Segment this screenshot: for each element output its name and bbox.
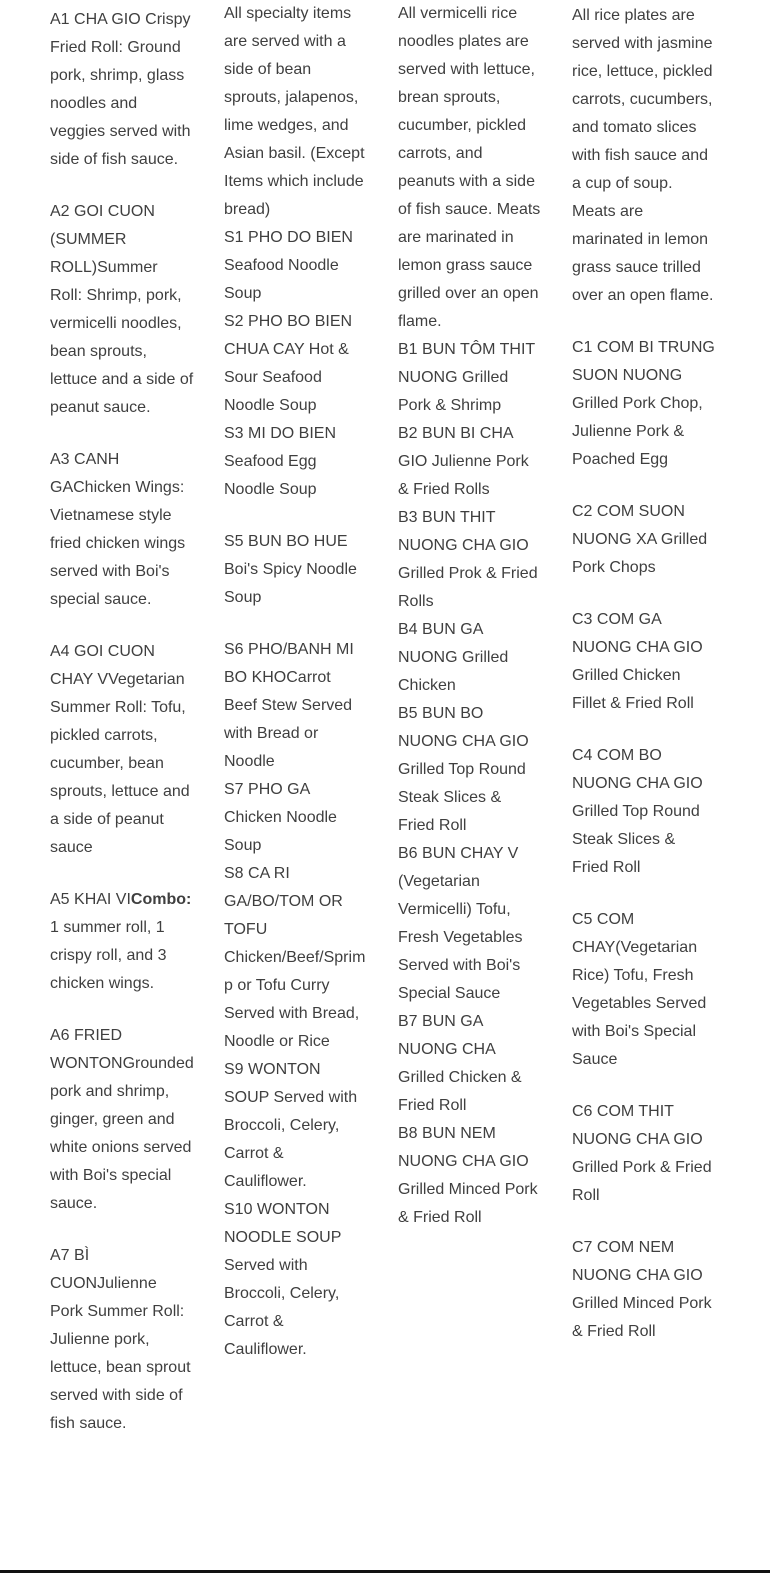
menu-item-c1: C1 COM BI TRUNG SUON NUONG Grilled Pork Chop, Julienne Pork & Poached Egg xyxy=(572,339,715,468)
menu-item-c3: C3 COM GA NUONG CHA GIO Grilled Chicken Fillet & Fried Roll xyxy=(572,611,703,712)
menu-item-s9: S9 WONTON SOUP Served with Broccoli, Celery, Carrot & Cauliflower. xyxy=(224,1061,358,1190)
menu-item-s1: S1 PHO DO BIEN Seafood Noodle Soup xyxy=(224,229,353,302)
footer-divider xyxy=(0,1570,770,1573)
menu-item-b5: B5 BUN BO NUONG CHA GIO Grilled Top Round Steak Slices & Fried Roll xyxy=(398,705,529,834)
menu-item-s2: S2 PHO BO BIEN CHUA CAY Hot & Sour Seafood Noodle Soup xyxy=(224,313,353,414)
menu-item-a4: A4 GOI CUON CHAY VVegetarian Summer Roll: Tofu, pickled carrots, cucumber, bean sprouts, lettuce and a side of peanut sauce xyxy=(50,643,190,856)
menu-item-b7: B7 BUN GA NUONG CHA Grilled Chicken & Fried Roll xyxy=(398,1013,522,1114)
menu-item-a1: A1 CHA GIO Crispy Fried Roll: Ground pork, shrimp, glass noodles and veggies served with side of fish sauce. xyxy=(50,11,191,168)
menu-item-s10: S10 WONTON NOODLE SOUP Served with Broccoli, Celery, Carrot & Cauliflower. xyxy=(224,1201,342,1358)
menu-item-a3: A3 CANH GAChicken Wings: Vietnamese style fried chicken wings served with Boi's special sauce. xyxy=(50,451,186,608)
menu-item-s3: S3 MI DO BIEN Seafood Egg Noodle Soup xyxy=(224,425,337,498)
menu-item-c4: C4 COM BO NUONG CHA GIO Grilled Top Round Steak Slices & Fried Roll xyxy=(572,747,703,876)
menu-column-specialty-noodle-soups xyxy=(224,0,368,1438)
menu-item-s8: S8 CA RI GA/BO/TOM OR TOFU Chicken/Beef/Sprimp or Tofu Curry Served with Bread, Noodle or Rice xyxy=(224,865,366,1050)
menu-item-c6: C6 COM THIT NUONG CHA GIO Grilled Pork & Fried Roll xyxy=(572,1103,712,1204)
menu-column-rice-plates xyxy=(572,2,716,1438)
menu-item-a2: A2 GOI CUON (SUMMER ROLL)Summer Roll: Shrimp, pork, vermicelli noodles, bean sprouts, lettuce and a side of peanut sauce. xyxy=(50,203,194,416)
menu-note-vermicelli: All vermicelli rice noodles plates are served with lettuce, brean sprouts, cucumber, pickled carrots, and peanuts with a side of fish sauce. Meats are marinated in lemon grass sauce grilled over an open flame. xyxy=(398,5,541,330)
menu-item-c2: C2 COM SUON NUONG XA Grilled Pork Chops xyxy=(572,503,708,576)
menu-item-b3: B3 BUN THIT NUONG CHA GIO Grilled Prok & Fried Rolls xyxy=(398,509,538,610)
menu-item-b6: B6 BUN CHAY V (Vegetarian Vermicelli) Tofu, Fresh Vegetables Served with Boi's Special Sauce xyxy=(398,845,523,1002)
menu-column-vermicelli-plates xyxy=(398,0,542,1438)
menu-item-b4: B4 BUN GA NUONG Grilled Chicken xyxy=(398,621,509,694)
menu-column-appetizers xyxy=(50,6,194,1438)
menu-item-b2: B2 BUN BI CHA GIO Julienne Pork & Fried Rolls xyxy=(398,425,529,498)
menu-item-a5 xyxy=(50,886,194,998)
menu-note-rice: All rice plates are served with jasmine rice, lettuce, pickled carrots, cucumbers, and tomato slices with fish sauce and a cup of soup. Meats are marinated in lemon grass sauce trilled over an open flame. xyxy=(572,7,714,304)
menu-item-b8: B8 BUN NEM NUONG CHA GIO Grilled Minced Pork & Fried Roll xyxy=(398,1125,538,1226)
menu-item-s7: S7 PHO GA Chicken Noodle Soup xyxy=(224,781,337,854)
menu-item-a5-description: 1 summer roll, 1 crispy roll, and 3 chicken wings. xyxy=(50,919,167,992)
menu-item-b1: B1 BUN TÔM THIT NUONG Grilled Pork & Shrimp xyxy=(398,341,535,414)
menu-item-a5-name: A5 KHAI VI xyxy=(50,891,131,908)
menu-item-c5: C5 COM CHAY(Vegetarian Rice) Tofu, Fresh Vegetables Served with Boi's Special Sauce xyxy=(572,911,707,1068)
menu-note-specialty: All specialty items are served with a side of bean sprouts, jalapenos, lime wedges, and Asian basil. (Except Items which include bread) xyxy=(224,5,365,218)
menu-item-c7: C7 COM NEM NUONG CHA GIO Grilled Minced Pork & Fried Roll xyxy=(572,1239,712,1340)
menu-item-s6: S6 PHO/BANH MI BO KHOCarrot Beef Stew Served with Bread or Noodle xyxy=(224,641,354,770)
menu-item-a5-combo-label: Combo: xyxy=(130,891,192,908)
menu-item-s5: S5 BUN BO HUE Boi's Spicy Noodle Soup xyxy=(224,533,357,606)
menu-item-a6: A6 FRIED WONTONGrounded pork and shrimp, ginger, green and white onions served with Boi's special sauce. xyxy=(50,1027,194,1212)
menu-item-a7: A7 BÌ CUONJulienne Pork Summer Roll: Julienne pork, lettuce, bean sprout served with side of fish sauce. xyxy=(50,1247,191,1432)
